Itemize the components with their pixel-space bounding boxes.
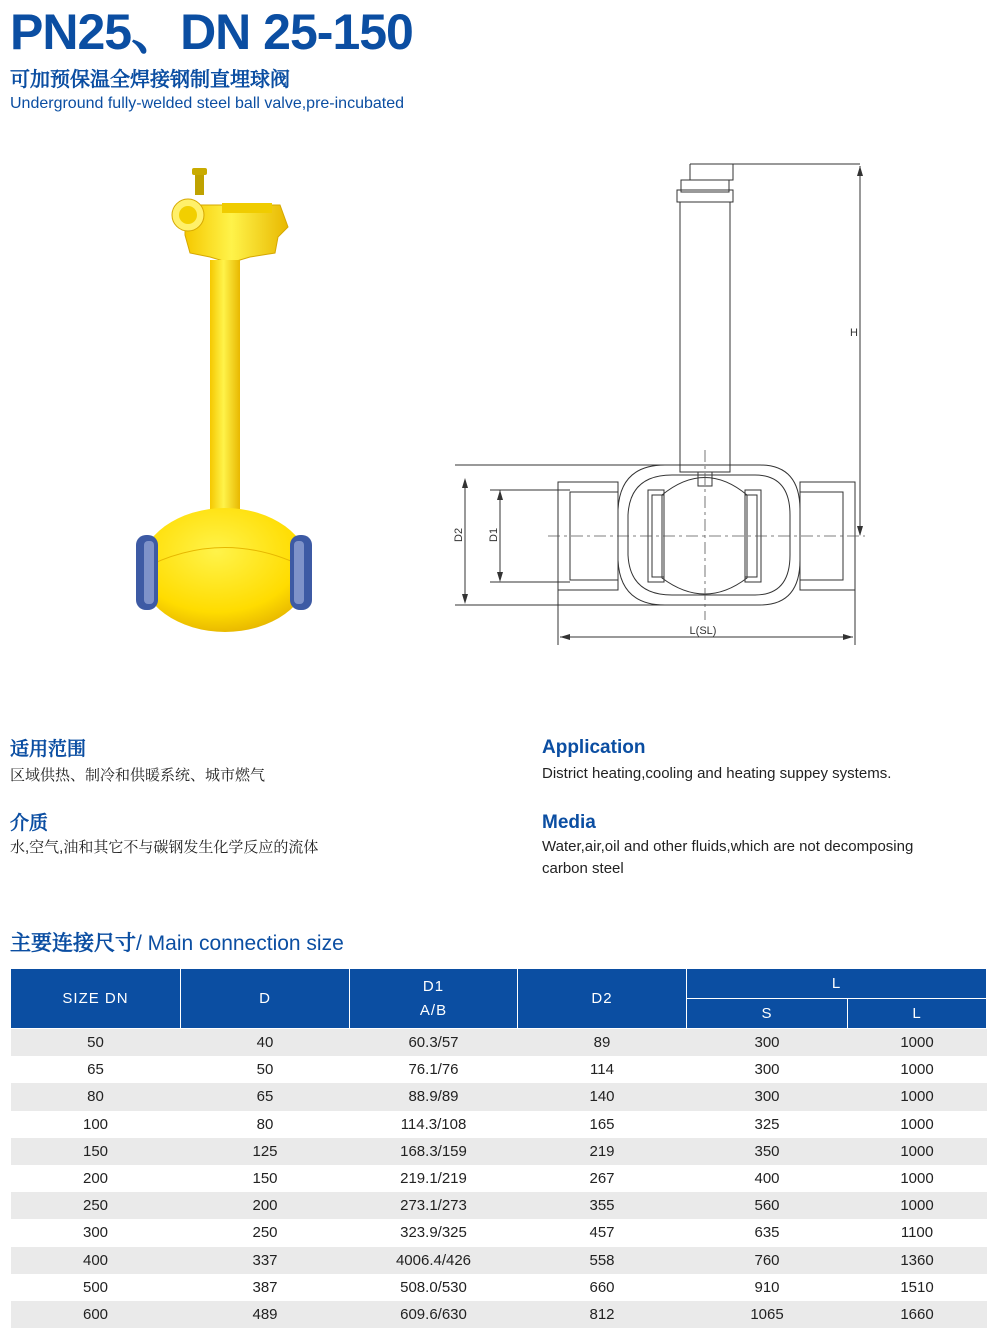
table-body <box>11 1029 987 1329</box>
table-row <box>11 1274 987 1301</box>
cell-d2: 457 <box>518 1219 687 1246</box>
cell-d1: 4006.4/426 <box>350 1247 518 1274</box>
cell-d2: 812 <box>518 1301 687 1328</box>
table-title <box>10 930 344 958</box>
cell-l-s: 325 <box>687 1111 848 1138</box>
cell-d2: 660 <box>518 1274 687 1301</box>
header-d1-line2: A/B <box>419 1001 448 1019</box>
cell-l-l: 1000 <box>848 1138 987 1165</box>
cell-l-s: 560 <box>687 1192 848 1219</box>
table-row <box>11 1138 987 1165</box>
media-heading-en: Media <box>542 812 596 833</box>
cell-l-l: 1000 <box>848 1192 987 1219</box>
cell-l-s: 400 <box>687 1165 848 1192</box>
header-d1 <box>350 969 518 1029</box>
cell-d2: 165 <box>518 1111 687 1138</box>
header-d2: D2 <box>518 969 687 1029</box>
cell-l-s: 300 <box>687 1083 848 1110</box>
table-row <box>11 1111 987 1138</box>
cell-l-l: 1660 <box>848 1301 987 1328</box>
cell-size-dn: 300 <box>11 1219 181 1246</box>
table-row <box>11 1247 987 1274</box>
cell-d2: 114 <box>518 1056 687 1083</box>
cell-d: 387 <box>181 1274 350 1301</box>
cell-size-dn: 65 <box>11 1056 181 1083</box>
table-row <box>11 1056 987 1083</box>
cell-d1: 508.0/530 <box>350 1274 518 1301</box>
cell-d2: 219 <box>518 1138 687 1165</box>
cell-l-l: 1000 <box>848 1165 987 1192</box>
cell-l-l: 1360 <box>848 1247 987 1274</box>
label-h: H <box>850 327 858 339</box>
cell-d1: 323.9/325 <box>350 1219 518 1246</box>
cell-size-dn: 250 <box>11 1192 181 1219</box>
cell-d: 125 <box>181 1138 350 1165</box>
cell-d1: 219.1/219 <box>350 1165 518 1192</box>
header-d: D <box>181 969 350 1029</box>
cell-l-l: 1100 <box>848 1219 987 1246</box>
cell-size-dn: 600 <box>11 1301 181 1328</box>
table-row <box>11 1029 987 1057</box>
cell-size-dn: 100 <box>11 1111 181 1138</box>
cell-d: 200 <box>181 1192 350 1219</box>
cell-d1: 76.1/76 <box>350 1056 518 1083</box>
application-text-cn: 区域供热、制冷和供暖系统、城市燃气 <box>10 767 266 784</box>
application-heading-en: Application <box>542 737 646 758</box>
header-l-group: L <box>687 969 987 999</box>
header-l: L <box>848 999 987 1029</box>
cell-d: 337 <box>181 1247 350 1274</box>
cell-d: 80 <box>181 1111 350 1138</box>
cell-size-dn: 500 <box>11 1274 181 1301</box>
cell-l-s: 635 <box>687 1219 848 1246</box>
subtitle-cn: 可加预保温全焊接钢制直埋球阀 <box>10 69 290 91</box>
label-d2: D2 <box>453 527 465 542</box>
table-row <box>11 1219 987 1246</box>
cell-l-l: 1000 <box>848 1111 987 1138</box>
cell-l-l: 1000 <box>848 1083 987 1110</box>
cell-d1: 273.1/273 <box>350 1192 518 1219</box>
cell-d: 250 <box>181 1219 350 1246</box>
media-heading-cn: 介质 <box>10 813 49 834</box>
cell-d: 50 <box>181 1056 350 1083</box>
subtitle-en: Underground fully-welded steel ball valve,pre-incubated <box>10 95 405 112</box>
cell-d2: 89 <box>518 1029 687 1057</box>
header-size-dn: SIZE DN <box>11 969 181 1029</box>
cell-l-s: 350 <box>687 1138 848 1165</box>
header-s: S <box>687 999 848 1029</box>
table-row <box>11 1083 987 1110</box>
cell-size-dn: 200 <box>11 1165 181 1192</box>
cell-d1: 114.3/108 <box>350 1111 518 1138</box>
cell-d: 150 <box>181 1165 350 1192</box>
cell-d: 65 <box>181 1083 350 1110</box>
cell-d1: 88.9/89 <box>350 1083 518 1110</box>
label-l-sl: L(SL) <box>689 625 717 637</box>
cell-size-dn: 150 <box>11 1138 181 1165</box>
table-row <box>11 1192 987 1219</box>
cell-d1: 609.6/630 <box>350 1301 518 1328</box>
cell-d1: 168.3/159 <box>350 1138 518 1165</box>
cell-l-s: 300 <box>687 1029 848 1057</box>
cell-d2: 355 <box>518 1192 687 1219</box>
cell-d2: 558 <box>518 1247 687 1274</box>
valve-photo <box>130 165 320 640</box>
cell-l-s: 1065 <box>687 1301 848 1328</box>
cell-d: 40 <box>181 1029 350 1057</box>
cell-l-s: 300 <box>687 1056 848 1083</box>
cell-d1: 60.3/57 <box>350 1029 518 1057</box>
cell-d2: 140 <box>518 1083 687 1110</box>
media-text-cn: 水,空气,油和其它不与碳钢发生化学反应的流体 <box>10 839 319 856</box>
cell-d2: 267 <box>518 1165 687 1192</box>
cell-size-dn: 400 <box>11 1247 181 1274</box>
cell-d: 489 <box>181 1301 350 1328</box>
application-heading-cn: 适用范围 <box>10 739 87 760</box>
cell-l-l: 1510 <box>848 1274 987 1301</box>
application-text-en: District heating,cooling and heating suppey systems. <box>542 765 892 782</box>
media-text-en-2: carbon steel <box>542 860 624 877</box>
header-d1-line1: D1 <box>422 977 445 995</box>
table-title-en: / Main connection size <box>136 932 344 955</box>
media-text-en-1: Water,air,oil and other fluids,which are not decomposing <box>542 838 914 855</box>
cell-size-dn: 50 <box>11 1029 181 1057</box>
cell-l-s: 910 <box>687 1274 848 1301</box>
label-d1: D1 <box>488 527 500 542</box>
dimension-drawing <box>440 150 890 650</box>
cell-size-dn: 80 <box>11 1083 181 1110</box>
table-row <box>11 1301 987 1328</box>
page-title: PN25、DN 25-150 <box>10 4 413 60</box>
cell-l-l: 1000 <box>848 1029 987 1057</box>
table-row <box>11 1165 987 1192</box>
cell-l-s: 760 <box>687 1247 848 1274</box>
table-title-cn: 主要连接尺寸 <box>10 932 136 955</box>
cell-l-l: 1000 <box>848 1056 987 1083</box>
connection-size-table <box>10 968 987 1328</box>
